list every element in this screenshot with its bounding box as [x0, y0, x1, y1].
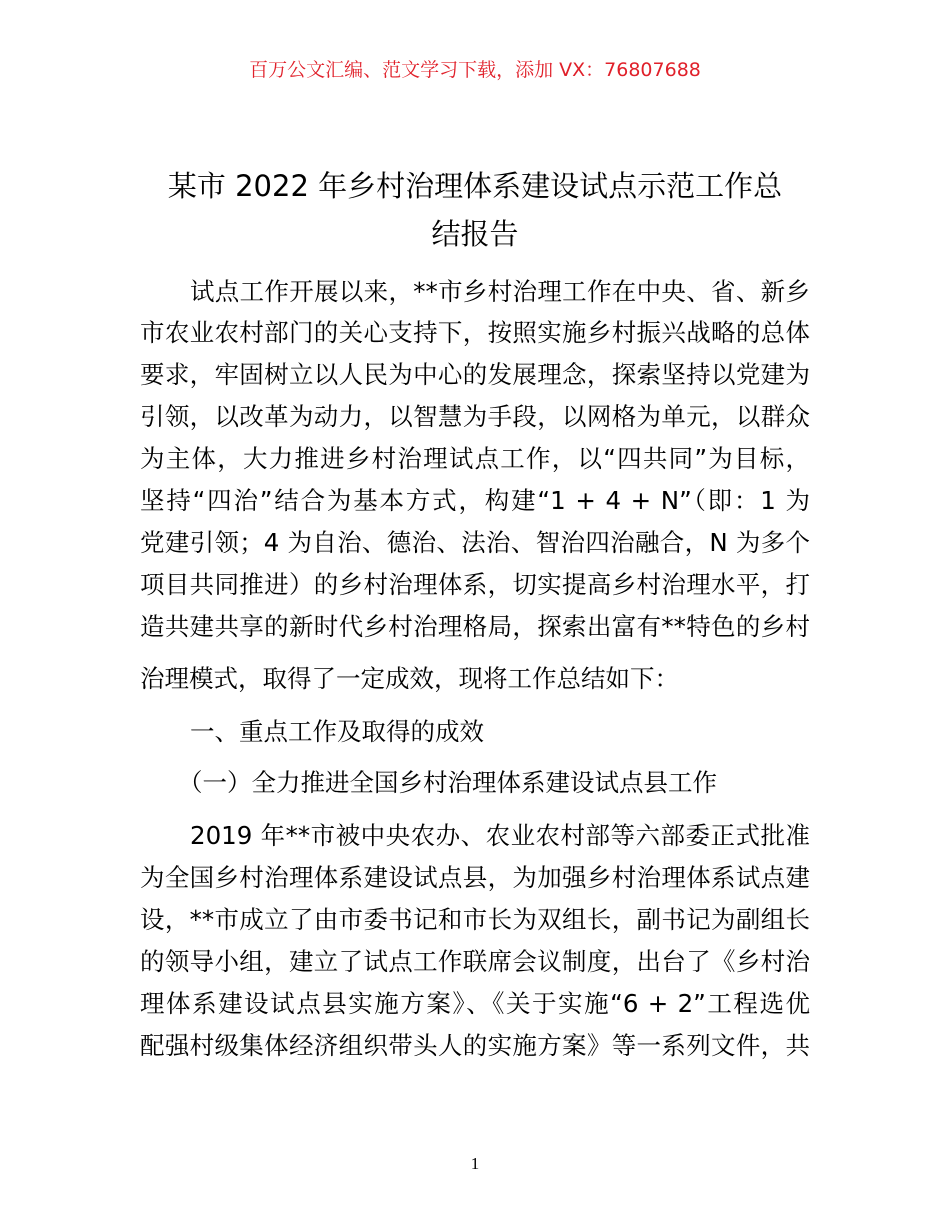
paragraph-line: 为全国乡村治理体系建设试点县，为加强乡村治理体系试点建 [140, 863, 810, 892]
paragraph-line: 的领导小组，建立了试点工作联席会议制度，出台了《乡村治 [140, 947, 810, 976]
document-title-line-1: 某市 2022 年乡村治理体系建设试点示范工作总 [167, 169, 783, 203]
page-number: 1 [470, 1154, 480, 1173]
paragraph-line: 市农业农村部门的关心支持下，按照实施乡村振兴战略的总体 [140, 318, 810, 347]
paragraph-line: 为主体，大力推进乡村治理试点工作，以“四共同”为目标， [140, 444, 810, 473]
paragraph-line: 要求，牢固树立以人民为中心的发展理念，探索坚持以党建为 [140, 360, 810, 389]
document-title-line-2: 结报告 [431, 217, 519, 251]
paragraph-line: 配强村级集体经济组织带头人的实施方案》等一系列文件，共 [140, 1031, 810, 1060]
paragraph-line: 造共建共享的新时代乡村治理格局，探索出富有**特色的乡村 [140, 612, 810, 641]
subsection-heading: （一）全力推进全国乡村治理体系建设试点县工作 [178, 768, 717, 797]
paragraph-line: 项目共同推进）的乡村治理体系，切实提高乡村治理水平，打 [140, 570, 810, 599]
paragraph-line: 设，**市成立了由市委书记和市长为双组长，副书记为副组长 [140, 905, 810, 934]
section-heading: 一、重点工作及取得的成效 [190, 717, 484, 746]
paragraph-line: 试点工作开展以来，**市乡村治理工作在中央、省、新乡 [190, 277, 810, 306]
paragraph-line: 理体系建设试点县实施方案》、《关于实施“6 + 2”工程选优 [140, 989, 810, 1018]
header-banner: 百万公文汇编、范文学习下载，添加 VX：76807688 [249, 59, 701, 81]
paragraph-line: 党建引领；4 为自治、德治、法治、智治四治融合，N 为多个 [140, 528, 810, 557]
paragraph-line: 引领，以改革为动力，以智慧为手段，以网格为单元，以群众 [140, 402, 810, 431]
paragraph-line: 2019 年**市被中央农办、农业农村部等六部委正式批准 [190, 821, 810, 850]
paragraph-line: 治理模式，取得了一定成效，现将工作总结如下： [140, 664, 679, 693]
paragraph-line: 坚持“四治”结合为基本方式，构建“1 + 4 + N”（即：1 为 [140, 486, 810, 515]
